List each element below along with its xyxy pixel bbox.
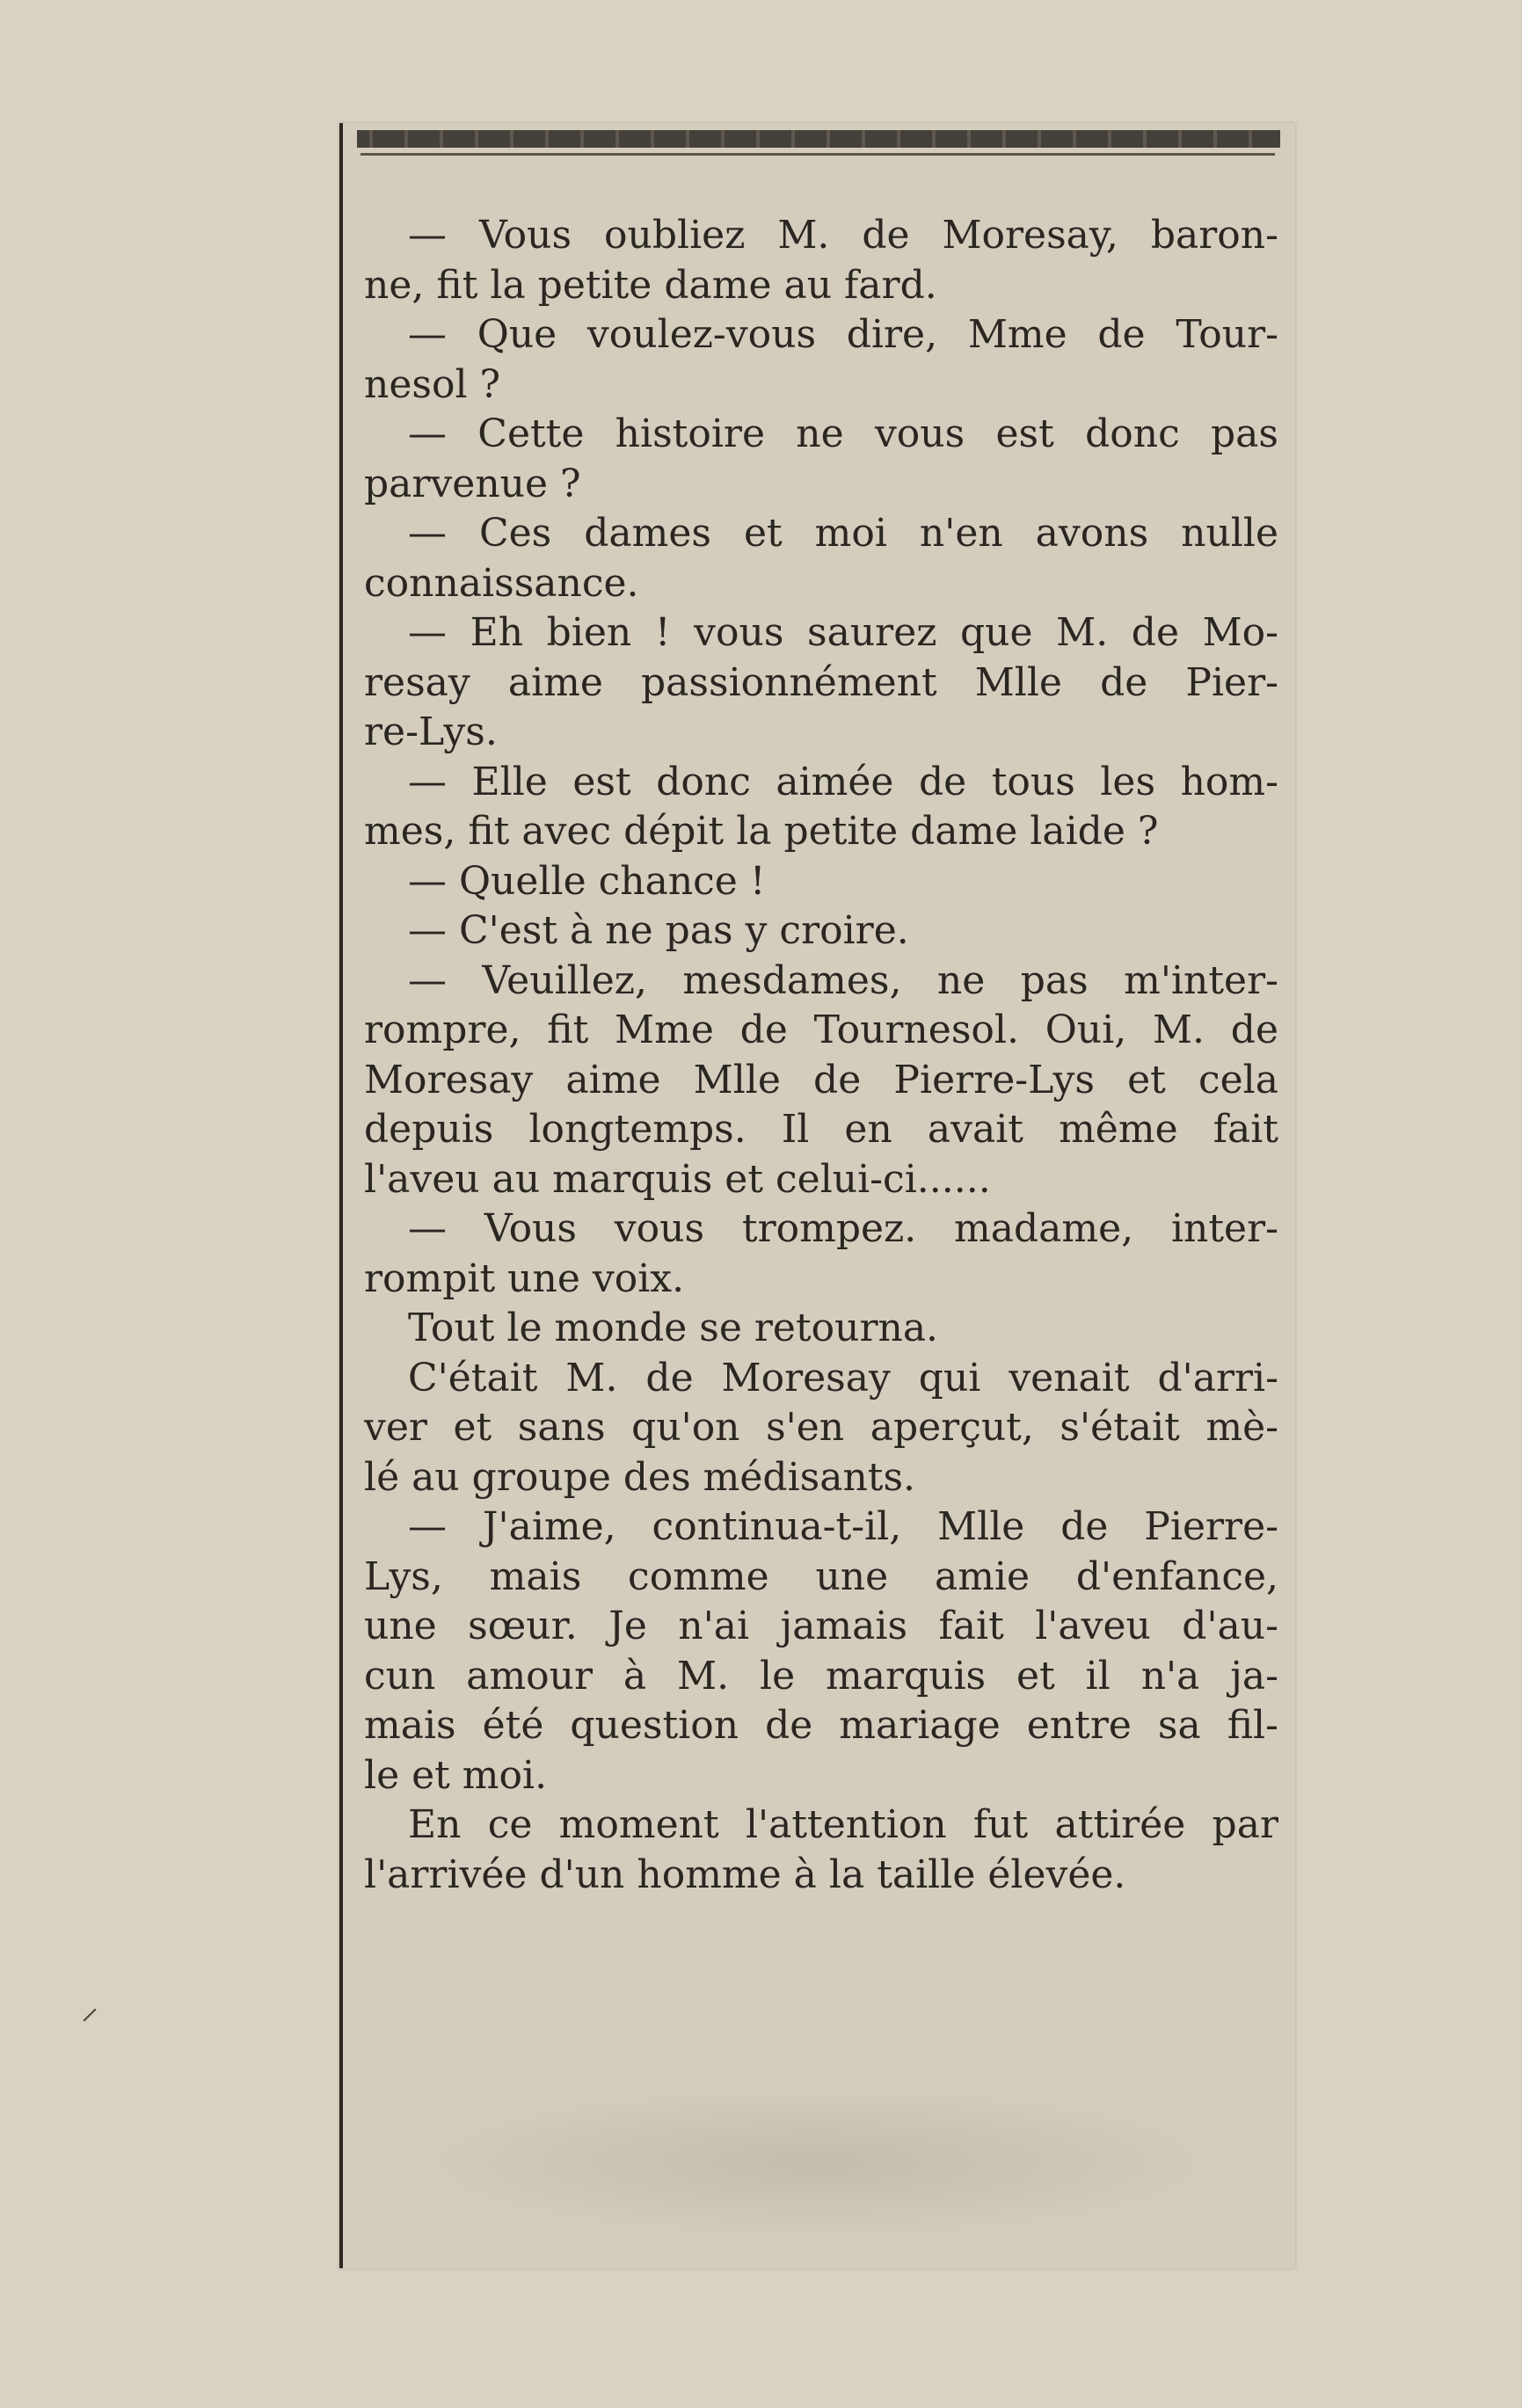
text-line: — Elle est donc aimée de tous les hom- [408, 759, 1278, 804]
text-line: mais été question de mariage entre sa fil- [364, 1703, 1278, 1748]
text-line: — Eh bien ! vous saurez que M. de Mo- [408, 610, 1278, 655]
text-line: — C'est à ne pas y croire. [408, 908, 909, 953]
text-line: re-Lys. [364, 709, 498, 754]
text-line: Lys, mais comme une amie d'enfance, [364, 1553, 1278, 1599]
article-text [364, 211, 1278, 1900]
header-rule-thin [360, 153, 1275, 156]
text-line: le et moi. [364, 1752, 548, 1798]
text-line: depuis longtemps. Il en avait même fait [364, 1107, 1278, 1152]
text-line: rompit une voix. [364, 1255, 685, 1301]
header-rule [357, 130, 1280, 148]
text-line: — Cette histoire ne vous est donc pas [408, 411, 1278, 456]
text-line: rompre, fit Mme de Tournesol. Oui, M. de [364, 1008, 1278, 1052]
bleed-through-smudge [396, 2084, 1240, 2242]
text-line: — Que voulez-vous dire, Mme de Tour- [408, 312, 1278, 357]
text-line: nesol ? [364, 361, 501, 407]
text-line: — Vous vous trompez. madame, inter- [408, 1206, 1278, 1251]
text-line: parvenue ? [364, 461, 581, 506]
text-line: C'était M. de Moresay qui venait d'arri- [408, 1355, 1278, 1400]
text-line: — J'aime, continua-t-il, Mlle de Pierre- [408, 1504, 1278, 1549]
text-line: — Ces dames et moi n'en avons nulle [408, 511, 1278, 556]
text-line: l'aveu au marquis et celui-ci...... [364, 1156, 991, 1202]
text-line: — Veuillez, mesdames, ne pas m'inter- [408, 957, 1278, 1003]
text-line: resay aime passionnément Mlle de Pier- [364, 659, 1278, 705]
text-line: mes, fit avec dépit la petite dame laide ? [364, 809, 1159, 854]
text-line: ne, fit la petite dame au fard. [364, 262, 937, 308]
stain-mark: ⸍ [81, 2002, 98, 2042]
text-line: connaissance. [364, 560, 639, 606]
text-line: l'arrivée d'un homme à la taille élevée. [364, 1851, 1126, 1897]
text-line: Tout le monde se retourna. [408, 1306, 939, 1350]
text-line: Moresay aime Mlle de Pierre-Lys et cela [364, 1057, 1278, 1102]
text-line: cun amour à M. le marquis et il n'a ja- [364, 1653, 1278, 1699]
text-line: — Vous oubliez M. de Moresay, baron- [408, 213, 1278, 258]
text-line: — Quelle chance ! [408, 858, 766, 904]
text-line: ver et sans qu'on s'en aperçut, s'était mè- [364, 1405, 1278, 1450]
newspaper-clipping [339, 123, 1295, 2268]
text-line: une sœur. Je n'ai jamais fait l'aveu d'au- [364, 1604, 1278, 1648]
text-line: lé au groupe des médisants. [364, 1454, 916, 1500]
text-line: En ce moment l'attention fut attirée par [408, 1802, 1278, 1847]
